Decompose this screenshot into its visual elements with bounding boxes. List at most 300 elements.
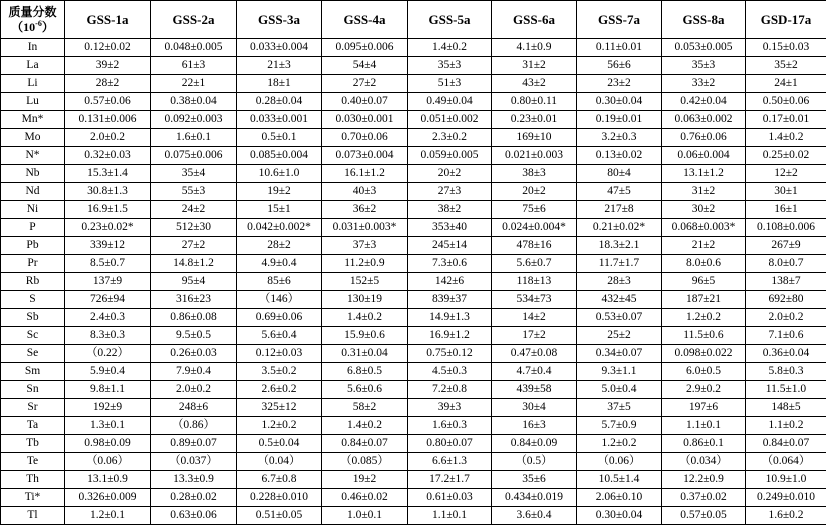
value-cell: 30±2 [662,201,746,219]
column-header: GSD-17a [746,1,826,39]
table-row [1,39,826,57]
value-cell: 0.075±0.006 [151,147,237,165]
table-row [1,219,826,237]
value-cell: 726±94 [65,291,151,309]
value-cell: 0.86±0.1 [662,435,746,453]
element-cell: Sb [1,309,65,327]
value-cell: 24±1 [746,75,826,93]
value-cell: 0.50±0.06 [746,93,826,111]
value-cell: 14.8±1.2 [151,255,237,273]
value-cell: 0.085±0.004 [237,147,322,165]
value-cell: 0.69±0.06 [237,309,322,327]
value-cell: 85±6 [237,273,322,291]
value-cell: 0.5±0.1 [237,129,322,147]
value-cell: 1.4±0.2 [322,417,408,435]
value-cell: 11.7±1.7 [577,255,662,273]
value-cell: 0.30±0.04 [577,507,662,525]
value-cell: 38±3 [492,165,577,183]
value-cell: 0.098±0.022 [662,345,746,363]
value-cell: 96±5 [662,273,746,291]
value-cell: 36±2 [322,201,408,219]
value-cell: 56±6 [577,57,662,75]
value-cell: 1.3±0.1 [65,417,151,435]
element-cell: Te [1,453,65,471]
value-cell: 9.8±1.1 [65,381,151,399]
value-cell: 248±6 [151,399,237,417]
value-cell: 16.9±1.2 [408,327,492,345]
value-cell: 2.3±0.2 [408,129,492,147]
value-cell: 19±2 [322,471,408,489]
table-row [1,93,826,111]
value-cell: 4.9±0.4 [237,255,322,273]
table-row [1,273,826,291]
value-cell: 0.46±0.02 [322,489,408,507]
value-cell: 16±1 [746,201,826,219]
value-cell: 0.131±0.006 [65,111,151,129]
value-cell: 0.059±0.005 [408,147,492,165]
value-cell: 0.49±0.04 [408,93,492,111]
table-row [1,165,826,183]
value-cell: 38±2 [408,201,492,219]
value-cell: 2.06±0.10 [577,489,662,507]
table-row [1,291,826,309]
value-cell: 353±40 [408,219,492,237]
value-cell: 13.3±0.9 [151,471,237,489]
element-cell: Nd [1,183,65,201]
value-cell: 0.76±0.06 [662,129,746,147]
value-cell: 18±1 [237,75,322,93]
value-cell: 25±2 [577,327,662,345]
value-cell: 16.9±1.5 [65,201,151,219]
value-cell: 1.2±0.2 [577,435,662,453]
element-cell: Sn [1,381,65,399]
element-cell: Nb [1,165,65,183]
table-row [1,435,826,453]
value-cell: 14±2 [492,309,577,327]
table-row [1,129,826,147]
value-cell: 1.6±0.2 [746,507,826,525]
value-cell: （0.034） [662,453,746,471]
value-cell: 9.3±1.1 [577,363,662,381]
table-row [1,147,826,165]
value-cell: 37±3 [322,237,408,255]
value-cell: 13.1±1.2 [662,165,746,183]
value-cell: 316±23 [151,291,237,309]
value-cell: 8.0±0.7 [746,255,826,273]
value-cell: 5.6±0.6 [322,381,408,399]
value-cell: 43±2 [492,75,577,93]
value-cell: 39±2 [65,57,151,75]
value-cell: 1.2±0.2 [237,417,322,435]
table-row [1,327,826,345]
value-cell: （0.037） [151,453,237,471]
table-row [1,309,826,327]
value-cell: 8.5±0.7 [65,255,151,273]
element-cell: Mo [1,129,65,147]
element-cell: Tl [1,507,65,525]
value-cell: （0.22） [65,345,151,363]
value-cell: 5.9±0.4 [65,363,151,381]
value-cell: 27±2 [151,237,237,255]
value-cell: 33±2 [662,75,746,93]
value-cell: 0.75±0.12 [408,345,492,363]
value-cell: 339±12 [65,237,151,255]
value-cell: 0.5±0.04 [237,435,322,453]
table-row [1,255,826,273]
value-cell: 15.9±0.6 [322,327,408,345]
value-cell: （0.04） [237,453,322,471]
column-header: GSS-3a [237,1,322,39]
table-row [1,201,826,219]
value-cell: 27±2 [322,75,408,93]
value-cell: 7.2±0.8 [408,381,492,399]
value-cell: 0.28±0.04 [237,93,322,111]
element-cell: Pb [1,237,65,255]
value-cell: 1.4±0.2 [746,129,826,147]
value-cell: 30.8±1.3 [65,183,151,201]
value-cell: 5.0±0.4 [577,381,662,399]
table-row [1,417,826,435]
value-cell: 40±3 [322,183,408,201]
table-row [1,57,826,75]
value-cell: 55±3 [151,183,237,201]
value-cell: 142±6 [408,273,492,291]
value-cell: 5.8±0.3 [746,363,826,381]
value-cell: 15±1 [237,201,322,219]
element-cell: In [1,39,65,57]
value-cell: 0.06±0.004 [662,147,746,165]
element-cell: Se [1,345,65,363]
value-cell: 10.6±1.0 [237,165,322,183]
value-cell: 0.030±0.001 [322,111,408,129]
value-cell: 245±14 [408,237,492,255]
value-cell: 37±5 [577,399,662,417]
value-cell: 19±2 [237,183,322,201]
value-cell: 0.28±0.02 [151,489,237,507]
value-cell: （0.86） [151,417,237,435]
value-cell: 130±19 [322,291,408,309]
value-cell: 0.031±0.003* [322,219,408,237]
value-cell: 35±4 [151,165,237,183]
value-cell: 30±4 [492,399,577,417]
value-cell: 0.033±0.001 [237,111,322,129]
value-cell: 2.0±0.2 [151,381,237,399]
value-cell: 0.98±0.09 [65,435,151,453]
value-cell: 0.38±0.04 [151,93,237,111]
element-cell: La [1,57,65,75]
value-cell: 1.2±0.1 [65,507,151,525]
value-cell: 187±21 [662,291,746,309]
value-cell: （0.06） [577,453,662,471]
value-cell: 13.1±0.9 [65,471,151,489]
value-cell: 0.57±0.05 [662,507,746,525]
value-cell: 2.6±0.2 [237,381,322,399]
value-cell: 95±4 [151,273,237,291]
value-cell: 23±2 [577,75,662,93]
value-cell: 7.1±0.6 [746,327,826,345]
element-cell: P [1,219,65,237]
table-body [1,39,826,525]
value-cell: 18.3±2.1 [577,237,662,255]
element-cell: Tb [1,435,65,453]
value-cell: 4.1±0.9 [492,39,577,57]
column-header: GSS-5a [408,1,492,39]
value-cell: 6.7±0.8 [237,471,322,489]
value-cell: 0.61±0.03 [408,489,492,507]
value-cell: 1.1±0.2 [746,417,826,435]
value-cell: 75±6 [492,201,577,219]
value-cell: 0.53±0.07 [577,309,662,327]
value-cell: 1.0±0.1 [322,507,408,525]
table-row [1,399,826,417]
value-cell: 137±9 [65,273,151,291]
header-row [1,1,826,39]
value-cell: （0.085） [322,453,408,471]
value-cell: 0.068±0.003* [662,219,746,237]
value-cell: 0.51±0.05 [237,507,322,525]
value-cell: 22±1 [151,75,237,93]
value-cell: 534±73 [492,291,577,309]
value-cell: （0.064） [746,453,826,471]
value-cell: 3.2±0.3 [577,129,662,147]
value-cell: 12.2±0.9 [662,471,746,489]
table-row [1,381,826,399]
value-cell: 61±3 [151,57,237,75]
value-cell: 28±2 [65,75,151,93]
value-cell: （0.5） [492,453,577,471]
column-header: GSS-1a [65,1,151,39]
column-header: GSS-4a [322,1,408,39]
value-cell: 28±2 [237,237,322,255]
value-cell: 7.3±0.6 [408,255,492,273]
value-cell: 0.249±0.010 [746,489,826,507]
value-cell: 0.31±0.04 [322,345,408,363]
value-cell: 16.1±1.2 [322,165,408,183]
value-cell: 80±4 [577,165,662,183]
value-cell: 12±2 [746,165,826,183]
value-cell: 1.4±0.2 [322,309,408,327]
value-cell: 138±7 [746,273,826,291]
value-cell: 0.19±0.01 [577,111,662,129]
value-cell: 432±45 [577,291,662,309]
value-cell: 0.042±0.002* [237,219,322,237]
table-row [1,363,826,381]
value-cell: 1.4±0.2 [408,39,492,57]
value-cell: 0.37±0.02 [662,489,746,507]
corner-header [1,1,65,39]
element-cell: Ta [1,417,65,435]
value-cell: 169±10 [492,129,577,147]
value-cell: 4.7±0.4 [492,363,577,381]
value-cell: 27±3 [408,183,492,201]
value-cell: 0.051±0.002 [408,111,492,129]
value-cell: 0.434±0.019 [492,489,577,507]
value-cell: 16±3 [492,417,577,435]
value-cell: 39±3 [408,399,492,417]
value-cell: 0.84±0.07 [746,435,826,453]
element-cell: Mn* [1,111,65,129]
column-header: GSS-8a [662,1,746,39]
value-cell: 478±16 [492,237,577,255]
table-row [1,345,826,363]
value-cell: 0.12±0.03 [237,345,322,363]
value-cell: 35±3 [408,57,492,75]
value-cell: 267±9 [746,237,826,255]
value-cell: 0.32±0.03 [65,147,151,165]
element-cell: Lu [1,93,65,111]
value-cell: 8.0±0.6 [662,255,746,273]
value-cell: 0.80±0.11 [492,93,577,111]
element-cell: Rb [1,273,65,291]
element-cell: Sc [1,327,65,345]
value-cell: 0.26±0.03 [151,345,237,363]
value-cell: 24±2 [151,201,237,219]
value-cell: 10.9±1.0 [746,471,826,489]
value-cell: 0.42±0.04 [662,93,746,111]
value-cell: 10.5±1.4 [577,471,662,489]
value-cell: 0.092±0.003 [151,111,237,129]
element-cell: Sr [1,399,65,417]
value-cell: 31±2 [492,57,577,75]
column-header: GSS-7a [577,1,662,39]
value-cell: 197±6 [662,399,746,417]
value-cell: 1.2±0.2 [662,309,746,327]
table-row [1,507,826,525]
value-cell: 0.84±0.07 [322,435,408,453]
value-cell: 58±2 [322,399,408,417]
value-cell: 3.6±0.4 [492,507,577,525]
value-cell: 20±2 [408,165,492,183]
value-cell: 0.063±0.002 [662,111,746,129]
value-cell: 4.5±0.3 [408,363,492,381]
element-cell: Pr [1,255,65,273]
corner-unit: $(10^{-6})$ [11,20,54,34]
value-cell: 2.9±0.2 [662,381,746,399]
value-cell: 0.021±0.003 [492,147,577,165]
element-cell: Ni [1,201,65,219]
value-cell: 692±80 [746,291,826,309]
value-cell: 2.0±0.2 [65,129,151,147]
value-cell: 148±5 [746,399,826,417]
element-cell: Ti* [1,489,65,507]
value-cell: 35±2 [746,57,826,75]
value-cell: （146） [237,291,322,309]
value-cell: 0.12±0.02 [65,39,151,57]
value-cell: 0.21±0.02* [577,219,662,237]
value-cell: 5.7±0.9 [577,417,662,435]
value-cell: 0.23±0.01 [492,111,577,129]
value-cell: 6.8±0.5 [322,363,408,381]
table-row [1,237,826,255]
value-cell: 325±12 [237,399,322,417]
value-cell: 5.6±0.4 [237,327,322,345]
value-cell: 1.6±0.1 [151,129,237,147]
value-cell: 6.6±1.3 [408,453,492,471]
table-row [1,183,826,201]
value-cell: 0.80±0.07 [408,435,492,453]
value-cell: 28±3 [577,273,662,291]
value-cell: 0.024±0.004* [492,219,577,237]
value-cell: 20±2 [492,183,577,201]
column-header: GSS-2a [151,1,237,39]
value-cell: 0.053±0.005 [662,39,746,57]
value-cell: 0.15±0.03 [746,39,826,57]
value-cell: 5.6±0.7 [492,255,577,273]
value-cell: 0.36±0.04 [746,345,826,363]
value-cell: 30±1 [746,183,826,201]
value-cell: 14.9±1.3 [408,309,492,327]
value-cell: 21±3 [237,57,322,75]
value-cell: 35±6 [492,471,577,489]
value-cell: 217±8 [577,201,662,219]
value-cell: 47±5 [577,183,662,201]
table-row [1,453,826,471]
value-cell: 2.4±0.3 [65,309,151,327]
value-cell: 0.095±0.006 [322,39,408,57]
value-cell: 0.70±0.06 [322,129,408,147]
value-cell: 35±3 [662,57,746,75]
value-cell: 1.1±0.1 [662,417,746,435]
value-cell: 0.34±0.07 [577,345,662,363]
value-cell: 0.89±0.07 [151,435,237,453]
value-cell: 54±4 [322,57,408,75]
value-cell: 6.0±0.5 [662,363,746,381]
value-cell: 3.5±0.2 [237,363,322,381]
value-cell: 17±2 [492,327,577,345]
value-cell: 1.1±0.1 [408,507,492,525]
value-cell: 152±5 [322,273,408,291]
value-cell: 0.86±0.08 [151,309,237,327]
value-cell: 0.073±0.004 [322,147,408,165]
element-cell: S [1,291,65,309]
value-cell: 0.63±0.06 [151,507,237,525]
value-cell: 11.2±0.9 [322,255,408,273]
column-header: GSS-6a [492,1,577,39]
value-cell: 0.47±0.08 [492,345,577,363]
value-cell: 0.40±0.07 [322,93,408,111]
table-row [1,75,826,93]
value-cell: 9.5±0.5 [151,327,237,345]
value-cell: 0.17±0.01 [746,111,826,129]
value-cell: 7.9±0.4 [151,363,237,381]
value-cell: 0.048±0.005 [151,39,237,57]
element-cell: Li [1,75,65,93]
value-cell: 0.228±0.010 [237,489,322,507]
value-cell: 8.3±0.3 [65,327,151,345]
value-cell: 17.2±1.7 [408,471,492,489]
value-cell: 31±2 [662,183,746,201]
value-cell: 118±13 [492,273,577,291]
value-cell: 0.57±0.06 [65,93,151,111]
value-cell: 512±30 [151,219,237,237]
table-row [1,471,826,489]
value-cell: 0.326±0.009 [65,489,151,507]
element-cell: N* [1,147,65,165]
element-cell: Sm [1,363,65,381]
value-cell: 2.0±0.2 [746,309,826,327]
value-cell: 0.23±0.02* [65,219,151,237]
value-cell: 11.5±0.6 [662,327,746,345]
value-cell: 15.3±1.4 [65,165,151,183]
value-cell: 0.84±0.09 [492,435,577,453]
value-cell: 1.6±0.3 [408,417,492,435]
value-cell: 11.5±1.0 [746,381,826,399]
value-cell: 839±37 [408,291,492,309]
value-cell: 192±9 [65,399,151,417]
value-cell: 0.13±0.02 [577,147,662,165]
value-cell: 0.033±0.004 [237,39,322,57]
value-cell: 439±58 [492,381,577,399]
